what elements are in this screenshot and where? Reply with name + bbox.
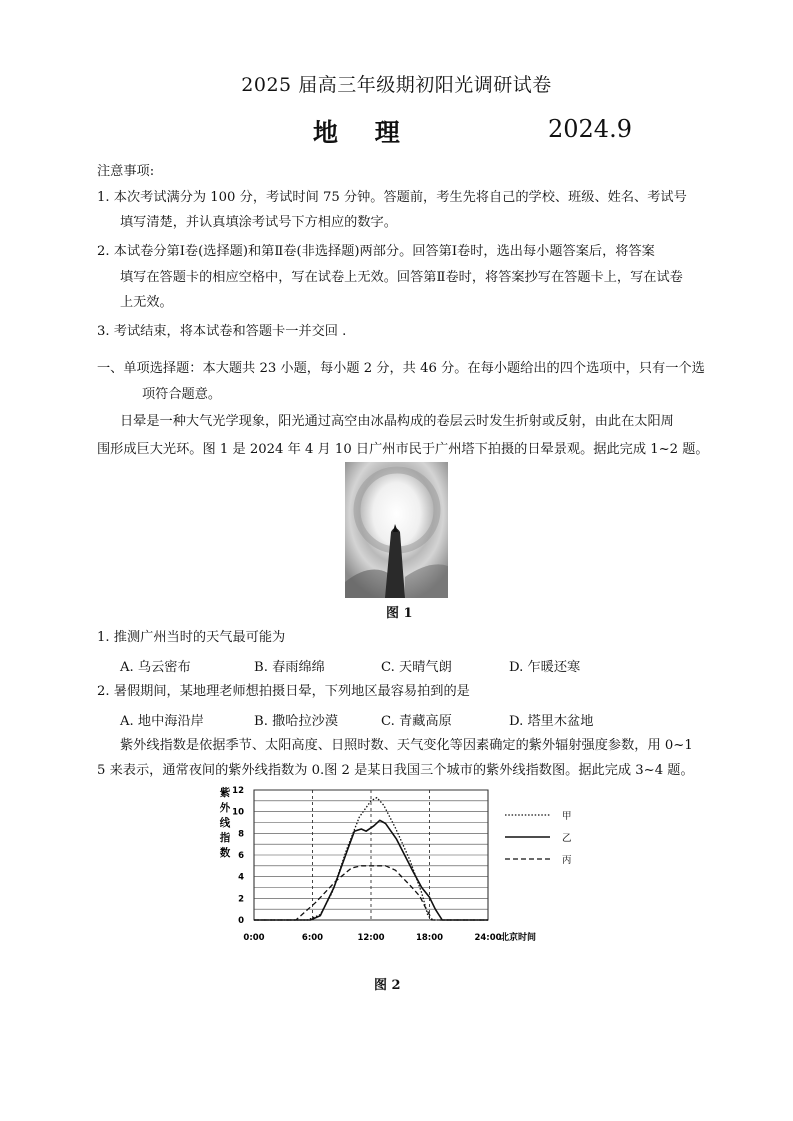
legend-label-乙: 乙: [562, 833, 572, 844]
x-tick-label: 6:00: [301, 933, 324, 943]
y-axis-label-char: 数: [219, 847, 231, 859]
q1-option-d: D. 乍暖还寒: [509, 660, 581, 675]
notice-line-6: 3. 考试结束，将本试卷和答题卡一并交回 .: [97, 324, 347, 339]
section-heading-line-1: 一、单项选择题：本大题共 23 小题，每小题 2 分，共 46 分。在每小题给出的四个选项中，只有一个选: [97, 361, 705, 376]
subject-heading: 地 理: [313, 118, 414, 147]
x-tick-label: 0:00: [243, 933, 265, 943]
figure1-caption: 图 1: [386, 606, 413, 621]
figure2-uv-chart: [210, 780, 580, 970]
q1-option-a: A. 乌云密布: [120, 660, 191, 675]
q2-option-c: C. 青藏高原: [381, 714, 452, 729]
y-axis-label-char: 线: [219, 817, 231, 829]
notice-line-2: 填写清楚，并认真填涂考试号下方相应的数字。: [120, 215, 397, 230]
figure1-photo: [345, 462, 448, 598]
legend-label-甲: 甲: [562, 811, 572, 822]
y-tick-label: 10: [232, 807, 244, 818]
y-tick-label: 8: [238, 829, 244, 840]
notice-line-4: 填写在答题卡的相应空格中，写在试卷上无效。回答第Ⅱ卷时，将答案抄写在答题卡上，写在试卷: [120, 270, 683, 285]
x-tick-label: 24:00: [474, 933, 502, 943]
passage1-line-1: 日晕是一种大气光学现象，阳光通过高空由冰晶构成的卷层云时发生折射或反射，由此在太阳周: [120, 414, 674, 429]
notice-line-1: 1. 本次考试满分为 100 分，考试时间 75 分钟。答题前，考生先将自己的学校、班级、姓名、考试号: [97, 190, 687, 205]
y-tick-label: 0: [238, 916, 244, 926]
q1-option-c: C. 天晴气朗: [381, 660, 452, 675]
y-axis-label-char: 外: [219, 802, 231, 814]
y-tick-label: 4: [238, 872, 244, 883]
q2-option-b: B. 撒哈拉沙漠: [254, 714, 339, 729]
q2-stem: 2. 暑假期间，某地理老师想拍摄日晕，下列地区最容易拍到的是: [97, 684, 470, 699]
exam-title: 2025 届高三年级期初阳光调研试卷: [241, 74, 552, 96]
passage2-line-1: 紫外线指数是依据季节、太阳高度、日照时数、天气变化等因素确定的紫外辐射强度参数，用 0~1: [120, 738, 693, 753]
passage2-line-2: 5 来表示，通常夜间的紫外线指数为 0.图 2 是某日我国三个城市的紫外线指数图。据此完成 3~4 题。: [97, 763, 694, 778]
y-tick-label: 2: [238, 894, 244, 905]
q1-option-b: B. 春雨绵绵: [254, 660, 325, 675]
notice-line-3: 2. 本试卷分第Ⅰ卷(选择题)和第Ⅱ卷(非选择题)两部分。回答第Ⅰ卷时，选出每小题答案后，将答案: [97, 244, 655, 259]
uv-chart-svg: [210, 780, 580, 970]
q1-stem: 1. 推测广州当时的天气最可能为: [97, 630, 286, 645]
notice-line-5: 上无效。: [120, 295, 173, 310]
passage1-line-2: 围形成巨大光环。图 1 是 2024 年 4 月 10 日广州市民于广州塔下拍摄的日晕景观。据此完成 1~2 题。: [97, 442, 709, 457]
y-axis-label-char: 紫: [219, 787, 231, 799]
q2-option-a: A. 地中海沿岸: [120, 714, 204, 729]
x-axis-label: 北京时间: [500, 933, 537, 943]
legend-label-丙: 丙: [562, 855, 572, 866]
y-axis-label-char: 指: [219, 832, 231, 844]
y-tick-label: 6: [238, 851, 244, 861]
figure2-caption: 图 2: [374, 978, 401, 993]
exam-date: 2024.9: [548, 115, 632, 143]
section-heading-line-2: 项符合题意。: [142, 387, 222, 402]
y-tick-label: 12: [232, 786, 244, 796]
notice-heading: 注意事项:: [97, 164, 155, 179]
q2-option-d: D. 塔里木盆地: [509, 714, 594, 729]
x-tick-label: 18:00: [415, 933, 444, 943]
x-tick-label: 12:00: [357, 933, 385, 943]
